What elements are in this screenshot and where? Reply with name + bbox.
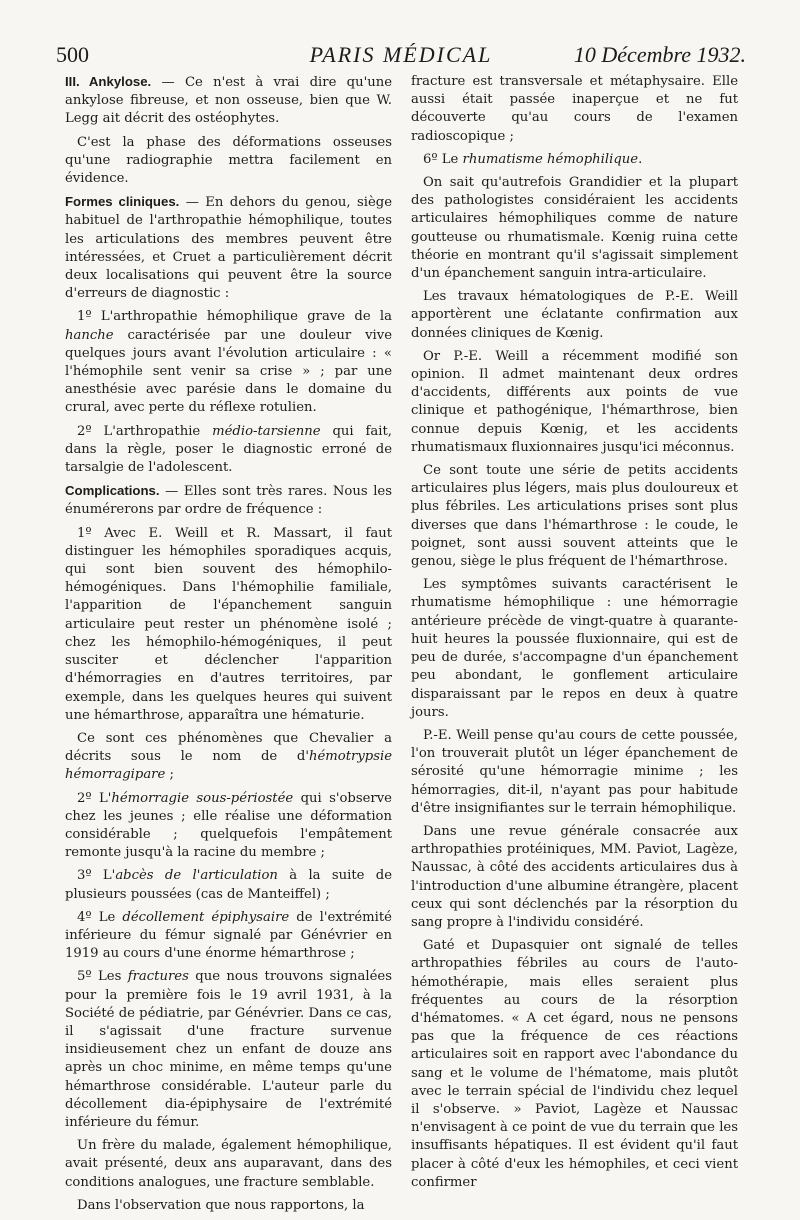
paragraph: Ce sont toute une série de petits accidents articulaires plus légers, mais plus douloureux et plus fébriles. Les articulations prises sont plus diverses que dans l'hémarthrose : le coude, le poignet, sont aussi souvent atteints que le genou, siège le plus fréquent de l'hémarthrose.	[411, 463, 738, 570]
paragraph: Or P.-E. Weill a récemment modifié son opinion. Il admet maintenant deux ordres d'accidents, différents aux points de vue clinique et pathogénique, l'hémarthrose, bien connue depuis Kœnig, et les accidents rhumatismaux fluxionnaires jusqu'ici méconnus.	[411, 348, 738, 455]
paragraph: Un frère du malade, également hémophilique, avait présenté, deux ans auparavant, dans des conditions analogues, une fracture semblable.	[65, 1138, 392, 1190]
paragraph: fracture est transversale et métaphysaire. Elle aussi était passée inaperçue et ne fut découverte qu'au cours de l'examen radioscopique ;	[411, 74, 738, 144]
paragraph: 3º L'abcès de l'articulation à la suite de plusieurs poussées (cas de Manteiffel) ;	[65, 868, 393, 902]
paragraph: 1º Avec E. Weill et R. Massart, il faut distinguer les hémophiles sporadiques acquis, qui sont bien souvent des hémophilo-hémogéniques. Dans l'hémophilie familiale, l'apparition de l'épanchement sanguin articulaire peut rester un phénomène isolé ; chez les hémophilo-hémogéniques, il peut susciter et déclencher l'apparition d'hémorragies en d'autres territoires, par exemple, dans les quelques heures qui suivent une hémarthrose, apparaîtra une hématurie.	[65, 525, 392, 723]
paragraph: On sait qu'autrefois Grandidier et la plupart des pathologistes considéraient les accidents articulaires hémophiliques comme de nature goutteuse ou rhumatismale. Kœnig ruina cette théorie en montrant qu'il s'agissait simplement d'un épanchement sanguin intra-articulaire.	[411, 175, 738, 282]
paragraph: C'est la phase des déformations osseuses qu'une radiographie mettra facilement en évidence.	[65, 134, 392, 187]
section-lead: Complications.	[65, 483, 160, 499]
paragraph: Dans l'observation que nous rapportons, la	[77, 1197, 365, 1213]
section-lead: III. Ankylose.	[65, 74, 152, 89]
paragraph: Ce sont ces phénomènes que Chevalier a décrits sous le nom de d'hémotrypsie hémorragipare ;	[65, 730, 392, 783]
paragraph: 2º L'arthropathie médio-tarsienne qui fait, dans la règle, poser le diagnostic erroné de tarsalgie de l'adolescent.	[65, 423, 392, 476]
paragraph: 6º Le rhumatisme hémophilique.	[423, 151, 643, 167]
page-number: 500	[56, 42, 89, 67]
paragraph: Gaté et Dupasquier ont signalé de telles arthropathies fébriles au cours de l'auto-hémothérapie, mais elles seraient plus fréquentes au cours de la résorption d'hématomes. « A cet égard, nous ne pensons pas que la fréquence de ces réactions articulaires soit en rapport avec l'abondance du sang et le volume de l'hématome, mais plutôt avec le terrain spécial de l'individu chez lequel il s'observe. » Paviot, Lagèze et Naussac n'envisagent à ce point de vue du terrain que les insuffisants hépatiques. Il est évident qu'il faut placer à côté d'eux les hémophiles, et ceci vient confirmer	[411, 938, 738, 1190]
journal-title: PARIS MÉDICAL	[309, 42, 493, 67]
paragraph: P.-E. Weill pense qu'au cours de cette poussée, l'on trouverait plutôt un léger épanchement de sérosité qu'une hémorragie minime ; les hémorragies, dit-il, n'ayant pas pour habitude d'être insignifiantes sur le terrain hémophilique.	[411, 727, 738, 816]
section-lead: Formes cliniques.	[65, 194, 180, 210]
paragraph: Les symptômes suivants caractérisent le rhumatisme hémophilique : une hémorragie antérieure précède de vingt-quatre à quarante-huit heures la poussée fluxionnaire, qui est de peu de durée, s'accompagne d'un épanchement peu abondant, le gonflement articulaire disparaissant par le repos en deux à quatre jours.	[411, 577, 738, 720]
paragraph: 4º Le décollement épiphysaire de l'extrémité inférieure du fémur signalé par Génévrier en 1919 au cours d'une énorme hémarthrose ;	[65, 909, 392, 962]
page-header	[56, 42, 746, 72]
paragraph: 5º Les fractures que nous trouvons signalées pour la première fois le 19 avril 1931, à la Société de pédiatrie, par Génévrier. Dans ce cas, il s'agissait d'une fracture survenue insidieusement chez un enfant de douze ans après un choc minime, en même temps qu'une hémarthrose considérable. L'auteur parle du décollement dia-épiphysaire de l'extrémité inférieure du fémur.	[65, 969, 392, 1130]
paragraph: 2º L'hémorragie sous-périostée qui s'observe chez les jeunes ; elle réalise une déformation considérable ; quelquefois l'empâtement remonte jusqu'à la racine du membre ;	[65, 790, 392, 861]
right-column	[411, 73, 738, 1197]
paragraph-complications: Complications. — Elles sont très rares. Nous les énumérerons par ordre de fréquence :	[65, 483, 392, 518]
paragraph-formes-cliniques: Formes cliniques. — En dehors du genou, siège habituel de l'arthropathie hémophilique, toutes les articulations des membres peuvent être intéressées, et Cruet a particulièrement décrit deux localisations qui peuvent être la source d'erreurs de diagnostic :	[65, 194, 392, 302]
paragraph: Les travaux hématologiques de P.-E. Weill apportèrent une éclatante confirmation aux données cliniques de Kœnig.	[411, 289, 738, 341]
left-column	[65, 73, 392, 1220]
paragraph-ankylose: III. Ankylose. — Ce n'est à vrai dire qu'une ankylose fibreuse, et non osseuse, bien que W. Legg ait décrit des ostéophytes.	[65, 74, 392, 127]
issue-date: 10 Décembre 1932.	[573, 42, 746, 67]
paragraph: 1º L'arthropathie hémophilique grave de la hanche caractérisée par une douleur vive quelques jours avant l'évolution articulaire : « l'hémophile sent venir sa crise » ; par une anesthésie avec parésie dans le domaine du crural, avec perte du réflexe rotulien.	[65, 309, 392, 416]
paragraph: Dans une revue générale consacrée aux arthropathies protéiniques, MM. Paviot, Lagèze, Naussac, à côté des accidents articulaires dus à l'introduction d'une albumine étrangère, placent ceux qui sont déclenchés par la résorption du sang propre à l'individu considéré.	[411, 823, 738, 930]
